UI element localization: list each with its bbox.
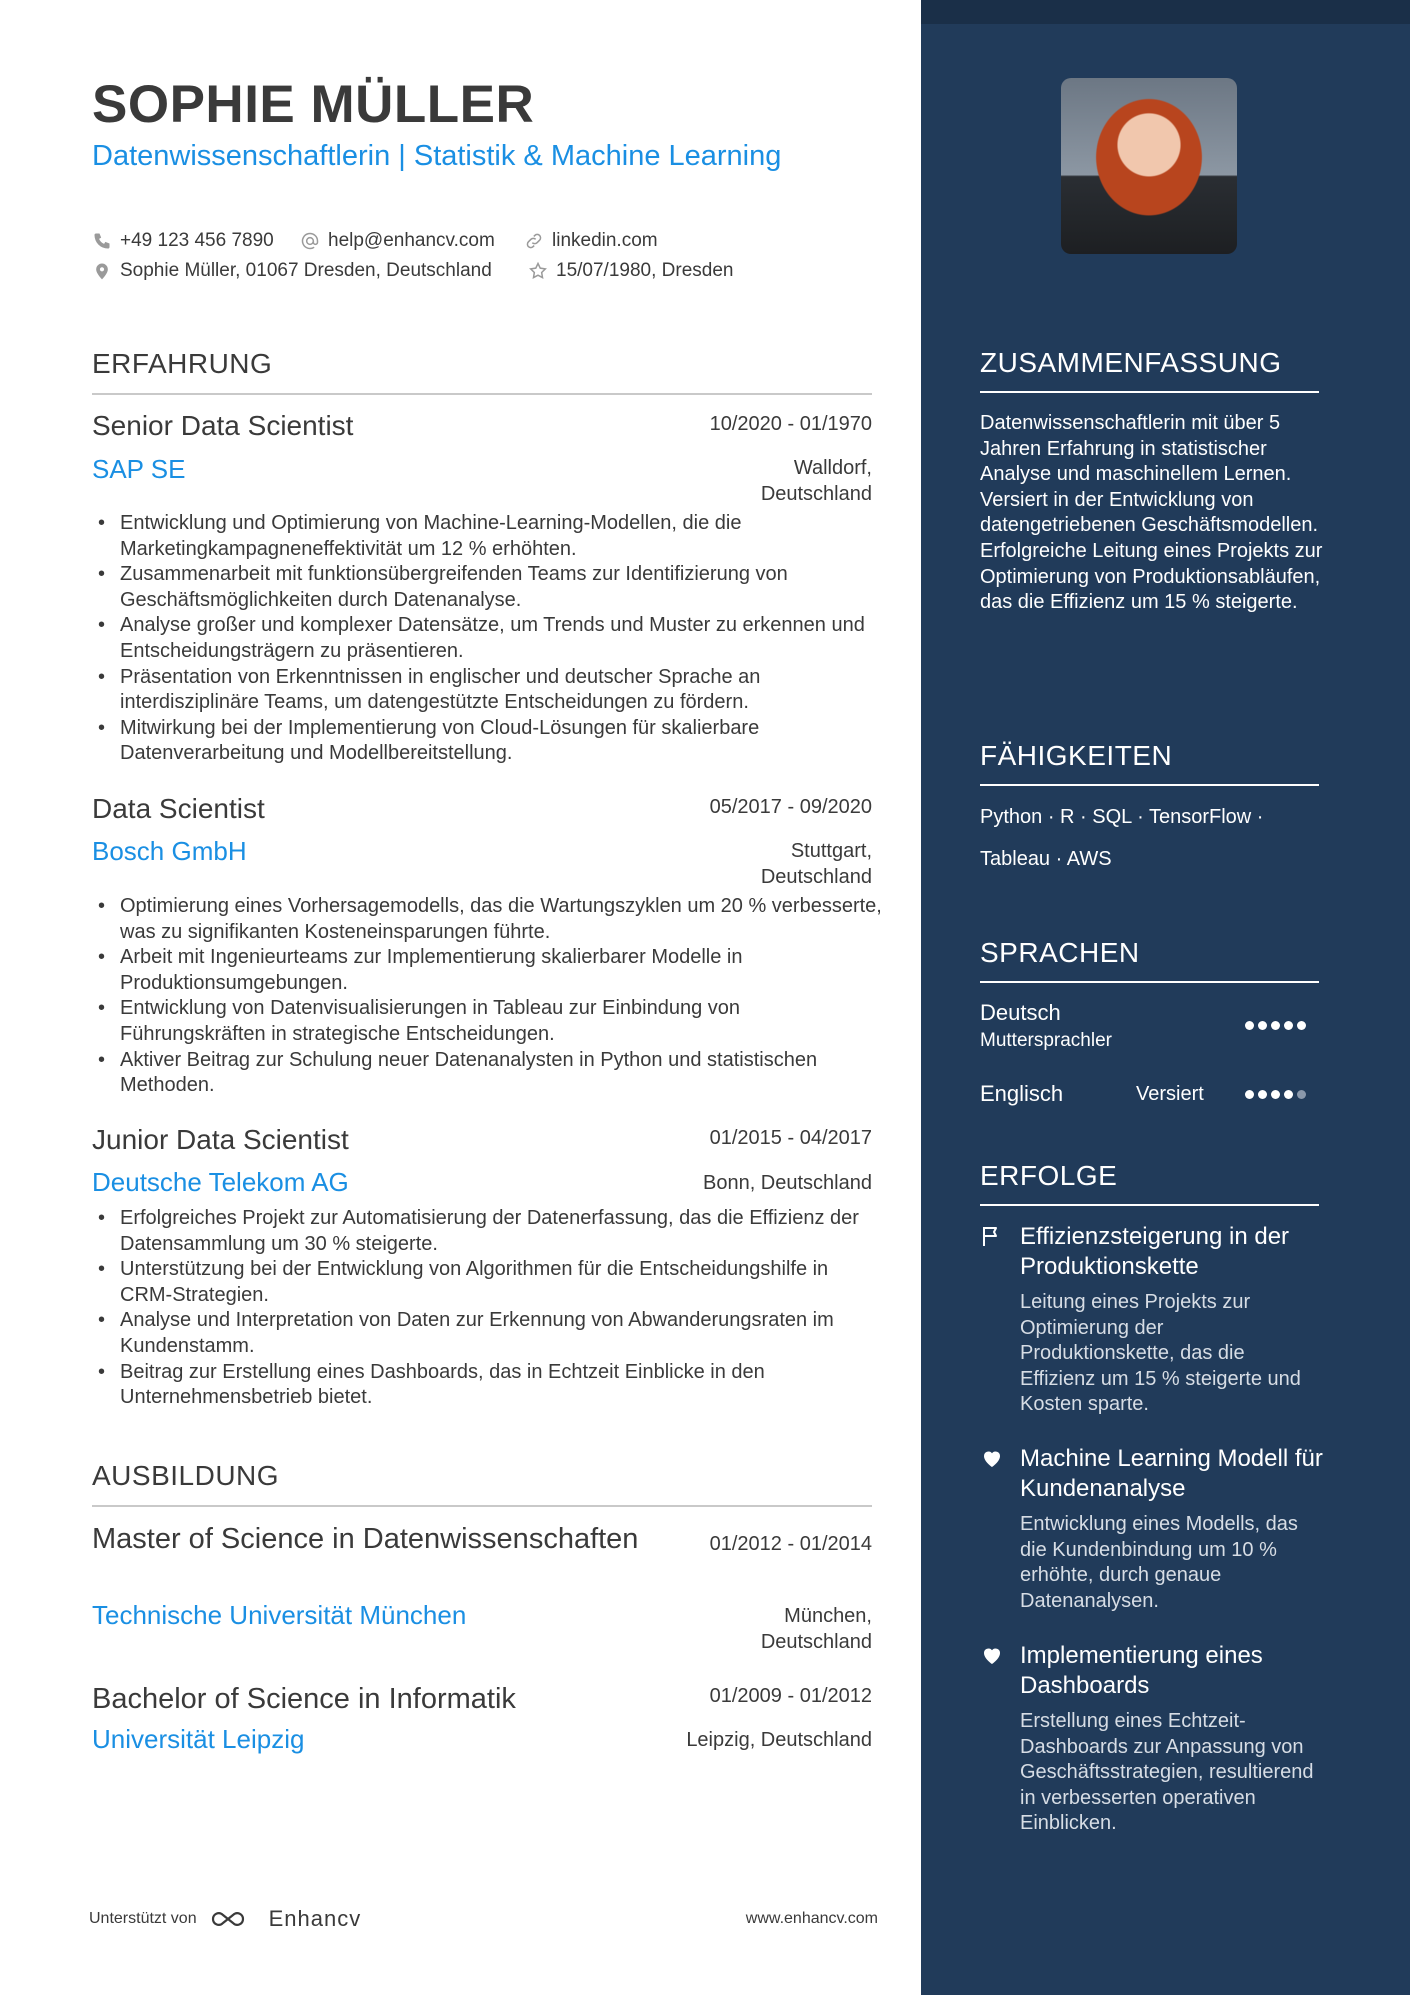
job-bullet: • Analyse großer und komplexer Datensätze, um Trends und Muster zu erkennen und Entscheidungsträgern zu präsentieren.: [92, 613, 882, 664]
school-location: [761, 1603, 872, 1655]
rating-dot-filled: [1271, 1021, 1280, 1030]
achievement-desc: Erstellung eines Echtzeit-Dashboards zur Anpassung von Geschäftsstrategien, resultierend in verbesserten operativen Einblicken.: [1020, 1710, 1314, 1835]
job-bullet: • Unterstützung bei der Entwicklung von Algorithmen für die Entscheidungshilfe in CRM-Strategien.: [92, 1257, 882, 1308]
candidate-name: SOPHIE MÜLLER: [92, 75, 535, 134]
job-bullet: • Analyse und Interpretation von Daten zur Erkennung von Abwanderungsraten im Kundenstamm.: [92, 1308, 882, 1359]
heart-icon: [980, 1446, 1004, 1470]
job-date: 10/2020 - 01/1970: [709, 413, 872, 435]
school-location: [686, 1727, 872, 1753]
profile-photo: [1061, 78, 1237, 254]
school-location-line: Leipzig, Deutschland: [686, 1729, 872, 1751]
link-icon: [524, 231, 544, 251]
language-rating-englisch: [1245, 1090, 1306, 1099]
achievement-desc: Leitung eines Projekts zur Optimierung der Produktionskette, das die Effizienz um 15 % steigerte und Kosten sparte.: [1020, 1291, 1301, 1416]
rating-dot-filled: [1284, 1090, 1293, 1099]
sidebar-top-bar: [921, 0, 1410, 24]
contact-email[interactable]: [300, 230, 495, 252]
job-location-line: Deutschland: [760, 483, 872, 505]
languages-heading: SPRACHEN: [980, 937, 1319, 983]
job-date: 05/2017 - 09/2020: [709, 796, 872, 818]
degree-date: 01/2012 - 01/2014: [709, 1533, 872, 1555]
job-bullet: • Zusammenarbeit mit funktionsübergreifenden Teams zur Identifizierung von Geschäftsmöglichkeiten durch Datenanalyse.: [92, 562, 882, 613]
school-name: Universität Leipzig: [92, 1724, 305, 1754]
rating-dot-filled: [1297, 1021, 1306, 1030]
job-bullet: • Mitwirkung bei der Implementierung von Cloud-Lösungen für skalierbare Datenverarbeitung und Modellbereitstellung.: [92, 716, 882, 767]
degree-title: Bachelor of Science in Informatik: [92, 1683, 516, 1715]
company-name: Bosch GmbH: [92, 836, 247, 866]
rating-dot-filled: [1271, 1090, 1280, 1099]
candidate-title: Datenwissenschaftlerin | Statistik & Machine Learning: [92, 140, 782, 172]
email-text[interactable]: help@enhancv.com: [328, 230, 495, 251]
job-location: [761, 455, 872, 507]
job-bullets: [92, 894, 882, 1099]
phone-icon: [92, 231, 112, 251]
rating-dot-filled: [1284, 1021, 1293, 1030]
job-location-line: Stuttgart,: [790, 840, 872, 862]
achievement-title: Effizienzsteigerung in der Produktionskette: [1020, 1223, 1290, 1280]
rating-dot-filled: [1245, 1090, 1254, 1099]
language-name: Englisch: [980, 1081, 1064, 1106]
job-title: Junior Data Scientist: [92, 1124, 349, 1155]
phone-text: +49 123 456 7890: [120, 230, 274, 251]
degree-title: Master of Science in Datenwissenschaften: [92, 1523, 639, 1555]
job-bullet: • Erfolgreiches Projekt zur Automatisierung der Datenerfassung, das die Effizienz der Datensammlung um 30 % steigerte.: [92, 1206, 882, 1257]
job-location: [703, 1170, 872, 1196]
experience-heading: ERFAHRUNG: [92, 348, 872, 395]
at-icon: [300, 231, 320, 251]
star-icon: [528, 261, 548, 281]
contact-address: [92, 260, 492, 282]
achievement-title: Implementierung eines Dashboards: [1020, 1642, 1263, 1699]
job-title: Senior Data Scientist: [92, 410, 354, 441]
heart-icon: [980, 1643, 1004, 1667]
job-location: [761, 838, 872, 890]
job-bullet: • Optimierung eines Vorhersagemodells, das die Wartungszyklen um 20 % verbesserte, was zu signifikanten Kosteneinsparungen führte.: [92, 894, 882, 945]
footer-powered-by: [89, 1906, 361, 1932]
job-bullet: • Beitrag zur Erstellung eines Dashboards, das in Echtzeit Einblicke in den Unternehmensbetrieb bietet.: [92, 1360, 882, 1411]
company-name: SAP SE: [92, 454, 186, 484]
job-bullet: • Aktiver Beitrag zur Schulung neuer Datenanalysten in Python und statistischen Methoden.: [92, 1048, 882, 1099]
job-bullets: [92, 1206, 882, 1411]
school-location-line: Deutschland: [760, 1631, 872, 1653]
rating-dot-empty: [1297, 1090, 1306, 1099]
flag-icon: [980, 1224, 1004, 1248]
job-title: Data Scientist: [92, 793, 265, 824]
summary-text: Datenwissenschaftlerin mit über 5 Jahren Erfahrung in statistischer Analyse und maschinellem Lernen. Versiert in der Entwicklung von datengetriebenen Geschäftsmodellen. Erfolgreiche Leitung eines Projekts zur Optimierung von Produktionsabläufen, das die Effizienz um 15 % steigerte.: [980, 412, 1323, 614]
contact-linkedin[interactable]: [524, 230, 658, 252]
skills-heading: FÄHIGKEITEN: [980, 740, 1319, 786]
address-text: Sophie Müller, 01067 Dresden, Deutschland: [120, 260, 492, 281]
job-bullet: • Entwicklung und Optimierung von Machine-Learning-Modellen, die die Marketingkampagneneffektivität um 12 % erhöhten.: [92, 511, 882, 562]
company-name: Deutsche Telekom AG: [92, 1167, 349, 1197]
contact-birth: [528, 260, 733, 282]
rating-dot-filled: [1258, 1090, 1267, 1099]
school-name: Technische Universität München: [92, 1600, 467, 1630]
school-location-line: München,: [784, 1605, 872, 1627]
job-location-line: Bonn, Deutschland: [702, 1172, 872, 1194]
job-bullet: • Entwicklung von Datenvisualisierungen in Tableau zur Einbindung von Führungskräften in strategische Entscheidungen.: [92, 996, 882, 1047]
powered-by-text: Unterstützt von: [89, 1910, 197, 1927]
job-location-line: Walldorf,: [793, 457, 872, 479]
education-heading: AUSBILDUNG: [92, 1460, 872, 1507]
degree-date: 01/2009 - 01/2012: [709, 1685, 872, 1707]
summary-heading: ZUSAMMENFASSUNG: [980, 347, 1319, 393]
footer-url[interactable]: www.enhancv.com: [745, 1910, 878, 1927]
enhancv-logo-icon: [209, 1907, 257, 1931]
job-bullet: • Präsentation von Erkenntnissen in englischer und deutscher Sprache an interdisziplinäre Teams, um datengestützte Entscheidungen zu fördern.: [92, 665, 882, 716]
location-pin-icon: [92, 261, 112, 281]
achievements-heading: ERFOLGE: [980, 1160, 1319, 1206]
rating-dot-filled: [1258, 1021, 1267, 1030]
language-level: Muttersprachler: [980, 1030, 1112, 1051]
language-name: Deutsch: [980, 1000, 1061, 1025]
job-date: 01/2015 - 04/2017: [709, 1127, 872, 1149]
achievement-title: Machine Learning Modell für Kundenanalyse: [1020, 1445, 1323, 1502]
language-level: Versiert: [1136, 1083, 1204, 1105]
brand-name: Enhancv: [268, 1906, 362, 1931]
contact-phone: [92, 230, 274, 252]
achievement-desc: Entwicklung eines Modells, das die Kundenbindung um 10 % erhöhte, durch genaue Datenanalysen.: [1020, 1513, 1298, 1612]
job-bullet: • Arbeit mit Ingenieurteams zur Implementierung skalierbarer Modelle in Produktionsumgebungen.: [92, 945, 882, 996]
job-bullets: [92, 511, 882, 767]
language-rating-deutsch: [1245, 1021, 1306, 1030]
rating-dot-filled: [1245, 1021, 1254, 1030]
birth-text: 15/07/1980, Dresden: [556, 260, 734, 281]
linkedin-text[interactable]: linkedin.com: [552, 230, 658, 251]
job-location-line: Deutschland: [760, 866, 872, 888]
skills-list: Python · R · SQL · TensorFlow · Tableau · AWS: [980, 806, 1264, 870]
